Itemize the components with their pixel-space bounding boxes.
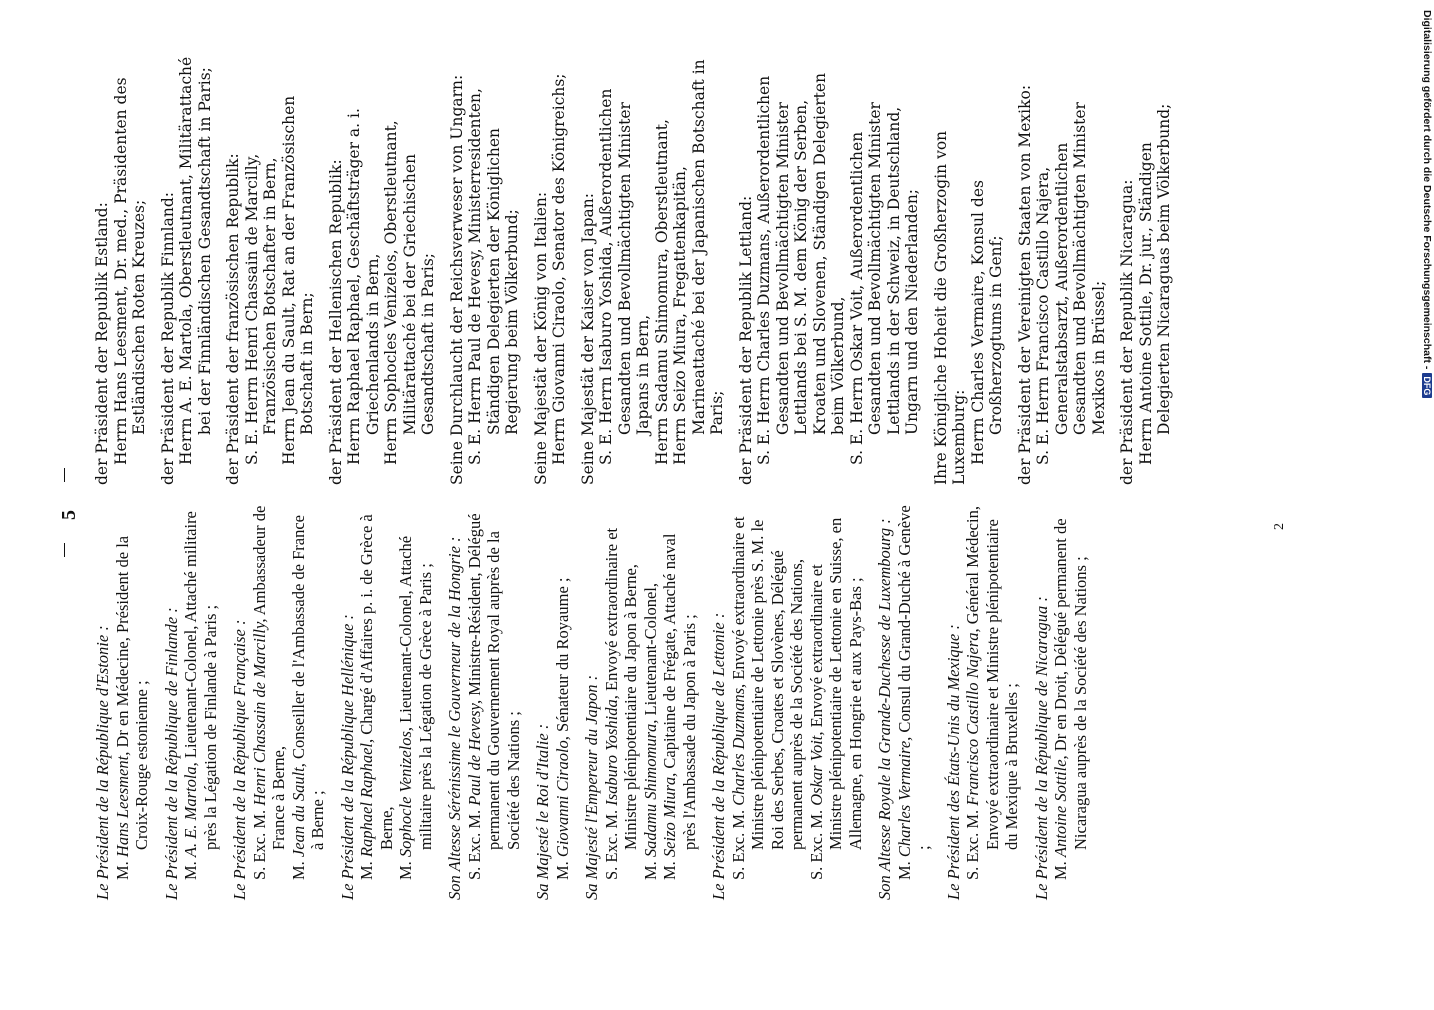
- plenipotentiary-name: Jean du Sault,: [288, 763, 308, 858]
- contracting-party-heading: der Präsident der Republik Nicaragua:: [1118, 179, 1136, 485]
- plenipotentiary-line: [602, 505, 641, 900]
- contracting-party-heading: Sa Majesté le Roi d'Italie :: [533, 723, 552, 900]
- plenipotentiary-line: [1051, 505, 1090, 900]
- plenipotentiary-line: [112, 55, 149, 485]
- plenipotentiary-name: Charles Vermaire,: [894, 736, 914, 858]
- plenipotentiary-title: Consul du Grand-Duché à Genève ;: [894, 505, 933, 850]
- plenipotentiary-line: [382, 55, 438, 485]
- plenipotentiary-name: S. E. Herrn Oskar Voit,: [847, 284, 866, 465]
- plenipotentiary-name: Charles Duzmans,: [728, 683, 748, 806]
- plenipotentiary-line: [653, 55, 672, 485]
- plenipotentiary-name: S. E. Herrn Paul de Hevesy,: [466, 248, 484, 465]
- contracting-party-heading: der Präsident der Republik Estland:: [93, 202, 111, 485]
- contracting-party-heading: Le Président de la République Hellénique :: [337, 614, 357, 900]
- german-entry: [737, 55, 922, 485]
- german-entry: [532, 55, 569, 485]
- french-column: [93, 505, 1100, 900]
- plenipotentiary-name: Paul de Hevesy,: [464, 699, 484, 806]
- plenipotentiary-line: [113, 505, 152, 900]
- plenipotentiary-title: Außerordentlichen Gesandten und Bevollmächtigten Minister Lettlands in der Schweiz, in Deutschland, Ungarn und den Niederlanden;: [847, 102, 921, 435]
- contracting-party-heading: Son Altesse Royale la Grande-Duchesse de Luxembourg :: [875, 518, 894, 900]
- plenipotentiary-line: [465, 505, 524, 900]
- contracting-party-heading: Sa Majesté l'Empereur du Japon :: [582, 674, 601, 900]
- plenipotentiary-line: [466, 55, 522, 485]
- contracting-party-heading: Son Altesse Sérénissime le Gouverneur de la Hongrie :: [445, 536, 464, 900]
- title-prefix: M.: [1051, 861, 1070, 880]
- plenipotentiary-name: Giovanni Ciraolo,: [552, 736, 572, 858]
- plenipotentiary-title: Fregattenkapitän, Marineattaché bei der Japanischen Botschaft in Paris;: [671, 59, 726, 435]
- contracting-party-heading: der Präsident der französischen Republik:: [224, 153, 242, 485]
- plenipotentiary-name: Sophocle Venizelos,: [396, 726, 415, 858]
- plenipotentiary-name: S. E. Herrn Charles Duzmans,: [755, 228, 773, 465]
- contracting-party-heading: Le Président des États-Unis du Mexique :: [943, 624, 963, 900]
- title-prefix: M.: [112, 861, 132, 880]
- plenipotentiary-line: [177, 55, 214, 485]
- plenipotentiary-name: Herrn A. E. Martola,: [177, 303, 195, 465]
- plenipotentiary-title: Oberstleutnant,: [652, 119, 671, 249]
- plenipotentiary-name: Herrn Charles Vermaire,: [968, 270, 987, 465]
- plenipotentiary-title: Envoyé extraordinaire et Ministre plénipotentiaire de Lettonie près S. M. le Roi des Serbes, Croates et Slovènes, Délégué permanent auprès de la Société des Nations,: [728, 516, 806, 850]
- german-entry: [327, 55, 438, 485]
- german-column: [93, 55, 1184, 485]
- contracting-party-heading: der Präsident der Vereinigten Staaten von Mexiko:: [1015, 84, 1034, 485]
- german-entry: [159, 55, 215, 485]
- plenipotentiary-title: Envoyé extraordinaire et Ministre plénipotentiaire du Japon à Berne,: [601, 527, 640, 850]
- german-entry: [448, 55, 522, 485]
- french-entry: [93, 505, 152, 900]
- contracting-party-heading: der Präsident der Hellenischen Republik:: [326, 159, 345, 485]
- plenipotentiary-title: Ambassadeur de France à Berne,: [249, 505, 288, 850]
- plenipotentiary-title: Außerordentlichen Gesandten und Bevollmächtigten Minister Lettlands bei S. M. dem König der Serben, Kroaten und Slovenen, Ständigen Delegierten beim Völkerbund,: [755, 72, 847, 435]
- plenipotentiary-title: Ministre-Résident, Délégué permanent du Gouvernement Royal auprès de la Société des Nations ;: [464, 513, 523, 850]
- title-prefix: S. Exc. M.: [963, 809, 982, 880]
- plenipotentiary-name: A. E. Martola,: [181, 762, 200, 858]
- title-prefix: M.: [396, 861, 415, 880]
- footer-text: Digitalisierung gefördert durch die Deutsche Forschungsgemeinschaft -: [1421, 10, 1433, 370]
- title-prefix: M.: [288, 861, 308, 880]
- german-entry: [1118, 55, 1174, 485]
- plenipotentiary-name: Herrn Sophocles Venizelos,: [382, 249, 400, 465]
- contracting-party-heading: Le Président de la République Française :: [230, 619, 249, 900]
- plenipotentiary-title: Generalstabsarzt, Außerordentlichen Gesandten und Bevollmächtigten Minister Mexikos in Brüssel;: [1052, 102, 1108, 435]
- title-prefix: M.: [181, 861, 200, 880]
- contracting-party-heading: Le Président de la République de Finlande :: [161, 607, 181, 900]
- plenipotentiary-title: Französischen Botschafter in Bern,: [261, 157, 279, 435]
- plenipotentiary-name: Sadamu Shimomura,: [640, 719, 660, 858]
- plenipotentiary-line: [1034, 55, 1108, 485]
- german-entry: [224, 55, 317, 485]
- title-prefix: S. Exc. M.: [249, 809, 269, 880]
- french-entry: [162, 505, 221, 900]
- plenipotentiary-name: Antoine Sottile,: [1051, 755, 1070, 858]
- plenipotentiary-line: [641, 505, 661, 900]
- german-entry: [93, 55, 149, 485]
- plenipotentiary-title: Rat an der Französischen Botschaft in Bern;: [279, 95, 316, 435]
- plenipotentiary-title: Capitaine de Frégate, Attaché naval près l'Ambassade du Japon à Paris ;: [660, 533, 699, 850]
- digitization-footer: [1413, 10, 1433, 1010]
- plenipotentiary-line: [597, 55, 653, 485]
- plenipotentiary-line: [963, 505, 1022, 900]
- plenipotentiary-line: [250, 505, 289, 900]
- plenipotentiary-line: [660, 505, 699, 900]
- plenipotentiary-title: Außerordentlichen Gesandten und Bevollmächtigten Minister Japans in Bern,: [597, 88, 652, 435]
- plenipotentiary-name: Herrn Antoine Sottile,: [1136, 290, 1155, 465]
- plenipotentiary-name: Herrn Sadamu Shimomura,: [652, 248, 671, 465]
- dfg-logo: DFG: [1422, 373, 1432, 398]
- plenipotentiary-line: [807, 505, 866, 900]
- plenipotentiary-title: Konsul des Großherzogtums in Genf;: [968, 180, 1005, 435]
- plenipotentiary-line: [848, 55, 922, 485]
- plenipotentiary-title: Chargé d'Affaires p. i. de Grèce à Berne,: [357, 514, 396, 850]
- german-entry: [579, 55, 727, 485]
- french-entry: [709, 505, 865, 900]
- plenipotentiary-name: S. E. Herrn Francisco Castillo Najera,: [1034, 166, 1052, 465]
- plenipotentiary-line: [729, 505, 807, 900]
- plenipotentiary-line: [181, 505, 220, 900]
- plenipotentiary-name: Herrn Raphael Raphael,: [345, 273, 363, 465]
- plenipotentiary-line: [243, 55, 280, 485]
- plenipotentiary-title: Envoyé extraordinaire et Ministre plénipotentiaire de Lettonie en Suisse, en Allemagne, en Hongrie et aux Pays-Bas ;: [806, 517, 865, 850]
- plenipotentiary-title: Geschäftsträger a. i. Griechenlands in Bern,: [345, 108, 382, 435]
- plenipotentiary-name: Herrn Giovanni Ciraolo,: [550, 276, 568, 465]
- plenipotentiary-name: Hans Leesment,: [112, 751, 132, 858]
- plenipotentiary-name: Herrn Jean du Sault,: [279, 302, 298, 465]
- plenipotentiary-title: Sénateur du Royaume ;: [552, 577, 572, 737]
- title-prefix: M.: [894, 861, 914, 880]
- plenipotentiary-line: [396, 505, 435, 900]
- plenipotentiary-title: Dr en Médecine, Président de la Croix-Rouge estonienne ;: [112, 535, 151, 850]
- plenipotentiary-name: S. E. Herrn Henri Chassain de Marcilly,: [242, 153, 261, 465]
- french-entry: [944, 505, 1022, 900]
- contracting-party-heading: Le Président de la République d'Estonie :: [93, 625, 112, 900]
- plenipotentiary-title: Lieutenant-Colonel,: [640, 583, 660, 720]
- page-number-dash-right: [64, 468, 65, 482]
- plenipotentiary-title: Dr. jur., Ständigen Delegierten Nicaraguas beim Völkerbund;: [1136, 103, 1173, 435]
- french-entry: [1032, 505, 1091, 900]
- title-prefix: S. Exc. M.: [728, 809, 748, 880]
- plenipotentiary-line: [969, 55, 1006, 485]
- plenipotentiary-title: Senator des Königreichs;: [550, 73, 568, 277]
- plenipotentiary-name: Isaburo Yoshida,: [601, 695, 621, 806]
- plenipotentiary-title: Oberstleutnant, Militärattaché bei der Finnländischen Gesandtschaft in Paris;: [177, 56, 214, 435]
- plenipotentiary-title: Ministerresidenten, Ständigen Delegierten der Königlichen Regierung beim Völkerbund;: [466, 88, 521, 435]
- title-prefix: S. Exc. M.: [806, 809, 826, 880]
- plenipotentiary-title: Général Médecin, Envoyé extraordinaire et Ministre plénipotentiaire du Mexique à Bruxelles ;: [963, 506, 1021, 850]
- contracting-party-heading: Seine Majestät der Kaiser von Japan:: [578, 193, 597, 485]
- contracting-party-heading: Seine Durchlaucht der Reichsverweser von Ungarn:: [447, 74, 466, 485]
- french-entry: [582, 505, 699, 900]
- french-entry: [533, 505, 572, 900]
- title-prefix: M.: [552, 861, 572, 880]
- title-prefix: S. Exc. M.: [601, 809, 621, 880]
- plenipotentiary-title: Lieutenant-Colonel, Attaché militaire près la Légation de Grèce à Paris ;: [396, 535, 435, 850]
- plenipotentiary-line: [553, 505, 573, 900]
- page-number: 5: [58, 510, 80, 520]
- title-prefix: S. Exc. M.: [464, 809, 484, 880]
- plenipotentiary-name: Raphael Raphael,: [357, 738, 376, 858]
- contracting-party-heading: der Präsident der Republik Finnland:: [158, 192, 177, 485]
- french-entry: [338, 505, 436, 900]
- plenipotentiary-line: [1137, 55, 1174, 485]
- page-number-dash-left: [64, 543, 65, 557]
- sheet-number: 2: [1272, 523, 1287, 530]
- plenipotentiary-title: Dr en Droit, Délégué permanent de Nicaragua auprès de la Société des Nations ;: [1051, 518, 1090, 850]
- french-entry: [445, 505, 523, 900]
- plenipotentiary-title: Oberstleutnant, Militärattaché bei der Griechischen Gesandtschaft in Paris;: [382, 120, 437, 435]
- french-entry: [875, 505, 934, 900]
- plenipotentiary-title: Conseiller de l'Ambassade de France à Berne ;: [288, 515, 327, 850]
- plenipotentiary-name: Oskar Voit,: [806, 731, 826, 806]
- plenipotentiary-line: [755, 55, 848, 485]
- plenipotentiary-line: [895, 505, 934, 900]
- plenipotentiary-name: Francisco Castillo Najera,: [963, 628, 982, 806]
- plenipotentiary-name: Seizo Miura,: [660, 772, 679, 858]
- german-entry: [932, 55, 1006, 485]
- contracting-party-heading: Le Président de la République de Lettonie :: [709, 612, 728, 900]
- contracting-party-heading: Le Président de la République de Nicaragua :: [1031, 596, 1051, 900]
- plenipotentiary-line: [357, 505, 396, 900]
- plenipotentiary-line: [550, 55, 569, 485]
- plenipotentiary-name: Herrn Hans Leesment,: [111, 285, 130, 465]
- plenipotentiary-title: Dr. med., Präsidenten des Estländischen Roten Kreuzes;: [111, 77, 148, 435]
- contracting-party-heading: der Präsident der Republik Lettland:: [736, 195, 755, 485]
- plenipotentiary-name: Herrn Seizo Miura,: [671, 313, 689, 465]
- plenipotentiary-line: [345, 55, 382, 485]
- title-prefix: M.: [357, 861, 376, 880]
- plenipotentiary-line: [280, 55, 317, 485]
- plenipotentiary-line: [671, 55, 727, 485]
- contracting-party-heading: Ihre Königliche Hoheit die Großherzogin von Luxemburg:: [931, 130, 968, 485]
- title-prefix: M.: [660, 861, 679, 880]
- title-prefix: M.: [640, 861, 660, 880]
- plenipotentiary-name: Henri Chassain de Marcilly,: [249, 618, 269, 806]
- plenipotentiary-line: [289, 505, 328, 900]
- contracting-party-heading: Seine Majestät der König von Italien:: [531, 191, 550, 485]
- plenipotentiary-title: Lieutenant-Colonel, Attaché militaire près la Légation de Finlande à Paris ;: [181, 511, 220, 850]
- german-entry: [1016, 55, 1109, 485]
- plenipotentiary-name: S. E. Herrn Isaburo Yoshida,: [597, 241, 615, 465]
- french-entry: [230, 505, 328, 900]
